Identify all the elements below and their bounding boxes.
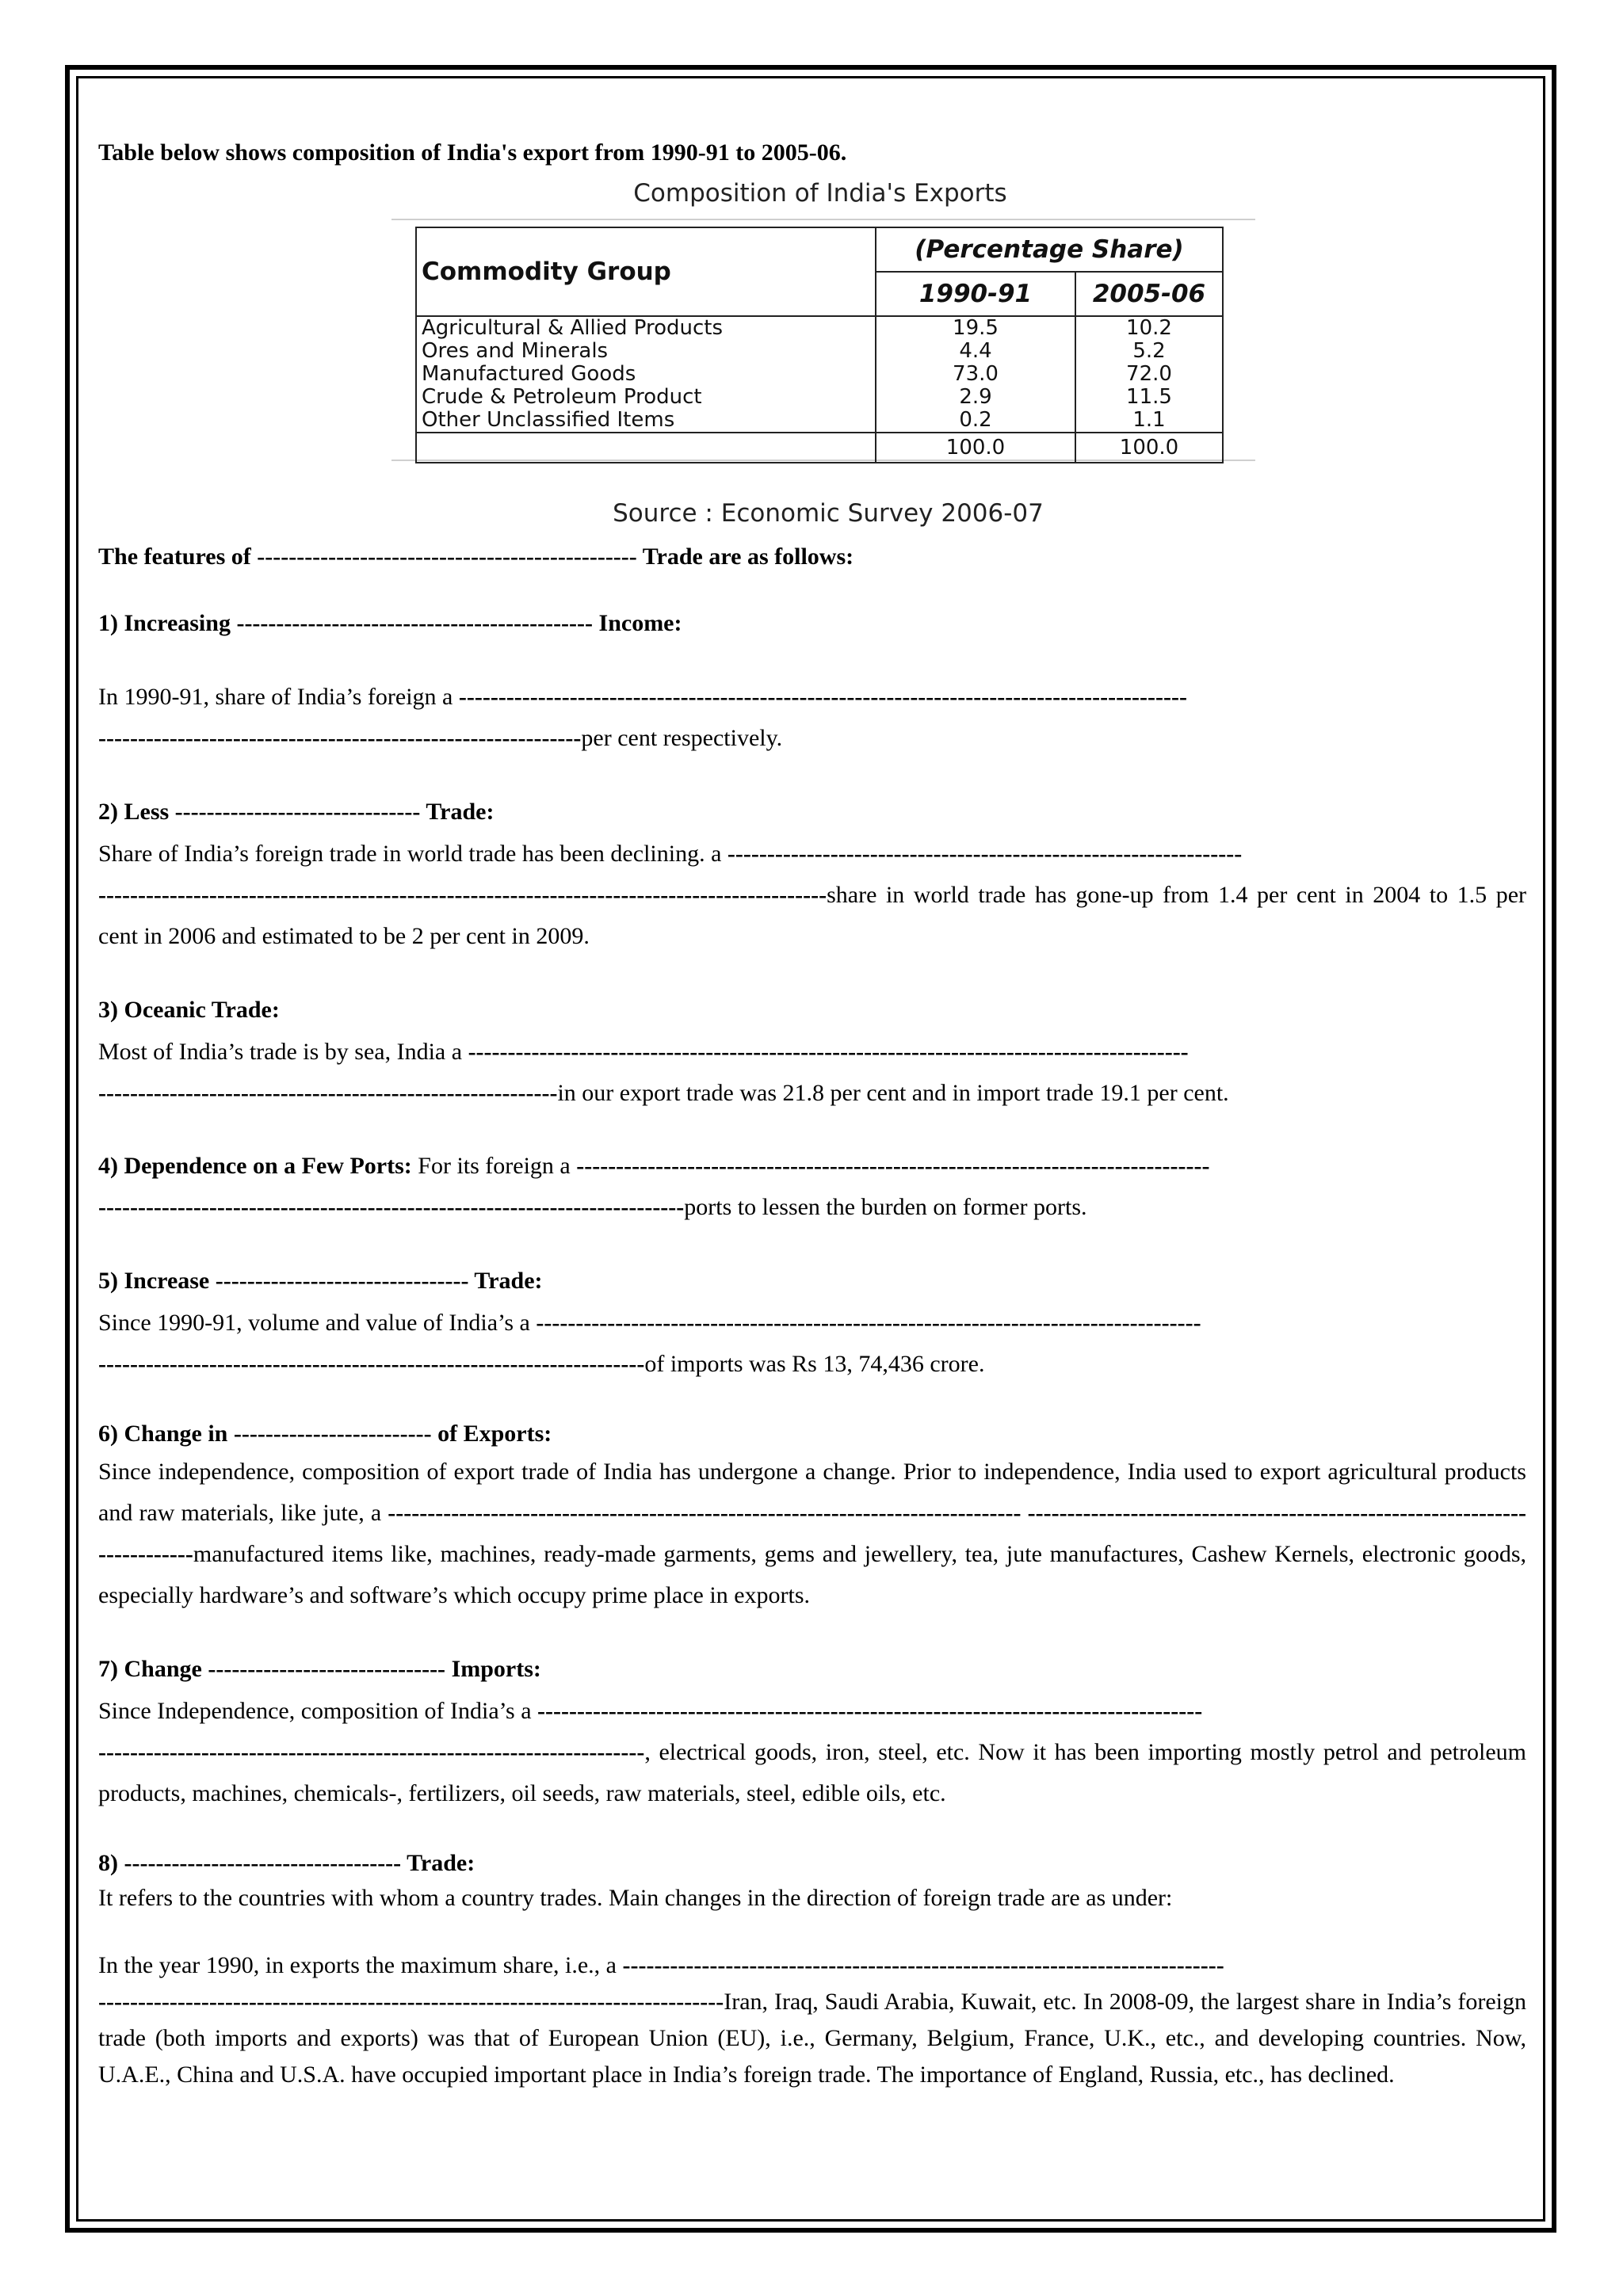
blank-line: ------------------------------------------------ <box>257 543 637 570</box>
blank-line: -------------------------------------------------------------------------------------------- <box>98 882 827 908</box>
heading-part: Trade: <box>426 799 495 825</box>
section-5-heading <box>98 1260 1526 1302</box>
blank-line: ------------------------------------------------------------------------------------------- <box>468 1039 1189 1065</box>
section-6-text <box>98 1451 1526 1616</box>
features-heading-a: The features of <box>98 543 251 570</box>
header-percentage-share: (Percentage Share) <box>876 227 1223 272</box>
section-5-text <box>98 1302 1526 1385</box>
composition-table <box>415 227 1224 463</box>
row-other: Other Unclassified Items <box>422 408 675 432</box>
text-part: , electrical goods, iron, steel, etc. Now it has been importing mostly petrol and petroleum products, machines, chemicals-, fertilizers, oil seeds, raw materials, steel, edible oils, etc. <box>98 1739 1526 1806</box>
heading-part: Income: <box>598 610 682 636</box>
section-3-heading: 3) Oceanic Trade: <box>98 997 280 1023</box>
text-part: per cent respectively. <box>581 725 783 751</box>
header-year-2005: 2005-06 <box>1075 272 1223 316</box>
blank-line: ------------------------------- <box>174 799 421 825</box>
heading-part: Imports: <box>451 1656 541 1682</box>
total-label-cell <box>416 433 876 463</box>
section-2-heading <box>98 791 1526 833</box>
blank-line: ------------------------------------------------------------------------------------ <box>536 1310 1201 1336</box>
heading-part: 7) Change <box>98 1656 202 1682</box>
section-1-text <box>98 677 1526 759</box>
exports-figure <box>98 177 1526 536</box>
value-ores-2005: 5.2 <box>1132 339 1166 363</box>
heading-part: 6) Change in <box>98 1421 228 1447</box>
value-agri-2005: 10.2 <box>1126 316 1172 340</box>
section-4-heading: 4) Dependence on a Few Ports: <box>98 1153 412 1179</box>
row-crude: Crude & Petroleum Product <box>422 385 702 409</box>
table-cell-group <box>416 316 876 433</box>
header-commodity-group: Commodity Group <box>416 227 876 316</box>
heading-part: Trade: <box>407 1850 475 1876</box>
blank-line: ----------------------------------- <box>124 1850 402 1876</box>
blank-line: -------------------------------------------------------------------------------- <box>388 1500 1022 1526</box>
value-manu-2005: 72.0 <box>1126 362 1172 386</box>
blank-line: ------------------------------------------------------------- <box>98 725 582 751</box>
blank-line: ------------------------------ <box>208 1656 446 1682</box>
blank-line: ---------------------------------------------------------- <box>98 1080 558 1106</box>
blank-line: -------------------------------- <box>215 1268 469 1294</box>
section-8-text <box>98 1947 1526 2093</box>
blank-line: -------------------------------------------------------------------------------------------- <box>458 684 1187 710</box>
value-crude-2005: 11.5 <box>1126 385 1172 409</box>
heading-part: 8) <box>98 1850 118 1876</box>
heading-part: 2) Less <box>98 799 170 825</box>
row-ores: Ores and Minerals <box>422 339 609 363</box>
row-manufactured: Manufactured Goods <box>422 362 636 386</box>
total-2005: 100.0 <box>1075 433 1223 463</box>
text-part: In 1990-91, share of India’s foreign a <box>98 684 453 710</box>
text-part: Iran, Iraq, Saudi Arabia, Kuwait, etc. In 2008-09, the largest share in India’s foreign trade (both imports and exports) was that of European Union (EU), i.e., Germany, Belgium, France, U.K., etc., and developing countries. Now, U.A.E., China and U.S.A. have occupied important place in India’s foreign trade. The importance of England, Russia, etc., has declined. <box>98 1989 1526 2088</box>
blank-line: ---------------------------------------------------------------------------- <box>622 1952 1224 1978</box>
table-cell-1990 <box>876 316 1075 433</box>
section-4-text <box>98 1146 1526 1228</box>
intro-text: Table below shows composition of India's export from 1990-91 to 2005-06. <box>98 139 847 166</box>
blank-line: --------------------------------------------------------------------- <box>98 1739 645 1765</box>
value-manu-1990: 73.0 <box>953 362 999 386</box>
features-heading-b: Trade are as follows: <box>642 543 854 570</box>
blank-line: ------------------------------------------------------------------------------- <box>98 1989 724 2015</box>
text-part: of imports was Rs 13, 74,436 crore. <box>644 1351 985 1377</box>
section-7-heading <box>98 1648 1526 1691</box>
heading-part: of Exports: <box>437 1421 552 1447</box>
section-2-text <box>98 833 1526 957</box>
figure-source: Source : Economic Survey 2006-07 <box>613 499 1044 528</box>
text-part: share in world trade has gone-up from 1.4 per cent in 2004 to 1.5 per cent in 2006 and estimated to be 2 per cent in 2009. <box>98 882 1526 949</box>
section-3-text <box>98 1032 1526 1114</box>
features-heading <box>98 536 1526 578</box>
value-agri-1990: 19.5 <box>953 316 999 340</box>
text-part: Since Independence, composition of India’s a <box>98 1698 532 1724</box>
heading-part: Trade: <box>474 1268 543 1294</box>
blank-line: ----------------------------------------------------------------- <box>727 841 1243 867</box>
section-1-heading <box>98 602 1526 645</box>
blank-line: -------------------------------------------------------------------------- <box>98 1194 685 1220</box>
text-part: manufactured items like, machines, ready-made garments, gems and jewellery, tea, jute manufactures, Cashew Kernels, electronic goods, especially hardware’s and software’s which occupy prime place in exports. <box>98 1541 1526 1608</box>
section-8-intro: It refers to the countries with whom a country trades. Main changes in the direction of foreign trade are as under: <box>98 1885 1173 1911</box>
blank-line: ------------------------- <box>233 1421 432 1447</box>
value-other-1990: 0.2 <box>959 408 992 432</box>
value-crude-1990: 2.9 <box>959 385 992 409</box>
blank-line: --------------------------------------------------------------------------- <box>98 1500 1526 1567</box>
blank-line: --------------------------------------------- <box>236 610 594 636</box>
total-1990: 100.0 <box>876 433 1075 463</box>
value-other-2005: 1.1 <box>1132 408 1166 432</box>
blank-line: ------------------------------------------------------------------------------------ <box>537 1698 1203 1724</box>
header-year-1990: 1990-91 <box>876 272 1075 316</box>
text-part: In the year 1990, in exports the maximum share, i.e., a <box>98 1952 617 1978</box>
heading-part: 5) Increase <box>98 1268 210 1294</box>
document-body <box>98 132 1526 2093</box>
section-8-heading <box>98 1846 1526 1881</box>
text-part: ports to lessen the burden on former ports. <box>684 1194 1087 1220</box>
heading-part: 1) Increasing <box>98 610 231 636</box>
text-part: in our export trade was 21.8 per cent and in import trade 19.1 per cent. <box>557 1080 1229 1106</box>
value-ores-1990: 4.4 <box>959 339 992 363</box>
table-cell-2005 <box>1075 316 1223 433</box>
blank-line: --------------------------------------------------------------------- <box>98 1351 645 1377</box>
section-6-heading <box>98 1417 1526 1451</box>
text-part: Since independence, composition of export trade of India has undergone a change. Prior to independence, India used to export agricultural products and raw materials, like jute, a <box>98 1459 1526 1526</box>
figure-title: Composition of India's Exports <box>633 179 1007 208</box>
text-part: For its foreign a <box>418 1153 571 1179</box>
text-part: Since 1990-91, volume and value of India’s a <box>98 1310 530 1336</box>
text-part: Share of India’s foreign trade in world trade has been declining. a <box>98 841 722 867</box>
text-part: Most of India’s trade is by sea, India a <box>98 1039 463 1065</box>
blank-line: -------------------------------------------------------------------------------- <box>576 1153 1210 1179</box>
row-agricultural: Agricultural & Allied Products <box>422 316 724 340</box>
section-7-text <box>98 1691 1526 1814</box>
